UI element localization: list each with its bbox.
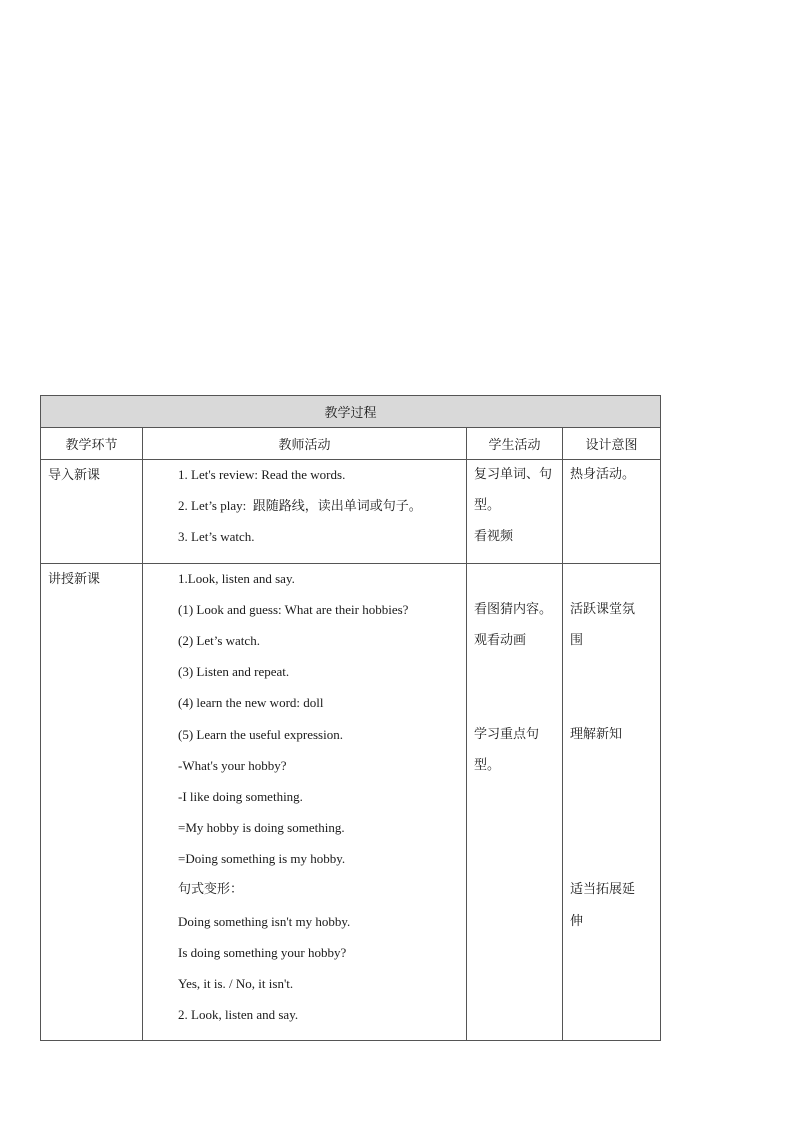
teacher-line: (4) learn the new word: doll — [178, 695, 324, 711]
spacer-line — [474, 693, 556, 724]
teacher-line: Yes, it is. / No, it isn't. — [178, 976, 294, 991]
teacher-line: (3) Listen and repeat. — [178, 664, 290, 680]
teacher-line: (5) Learn the useful expression. — [178, 726, 343, 742]
spacer-line — [570, 818, 654, 849]
teacher-line: (1) Look and guess: What are their hobbies? — [178, 601, 409, 617]
lesson-process-table — [40, 395, 661, 1041]
design-intent-cell — [563, 563, 661, 1041]
teacher-line — [178, 496, 466, 527]
table-row — [41, 563, 661, 1041]
student-line: 看视频 — [474, 529, 514, 545]
teacher-line: 1.Look, listen and say. — [178, 570, 295, 586]
design-intent-cell — [563, 460, 661, 564]
teacher-activity-cell — [143, 563, 467, 1041]
teacher-line: =My hobby is doing something. — [178, 820, 345, 836]
teacher-line-text: 2. Let’s play: — [178, 498, 247, 514]
stage-cell: 讲授新课 — [41, 563, 143, 1041]
teacher-line: =Doing something is my hobby. — [178, 851, 346, 867]
teacher-line: (2) Let’s watch. — [178, 632, 260, 648]
teacher-line-text: 跟随路线，读出单词或句子。 — [252, 499, 422, 515]
student-line: 看图猜内容。 — [474, 601, 553, 617]
table-title: 教学过程 — [41, 396, 661, 428]
design-line: 活跃课堂氛 — [570, 601, 636, 617]
spacer-line — [474, 662, 556, 693]
teacher-line: Doing something isn't my hobby. — [178, 913, 351, 929]
student-line: 复习单词、句 — [474, 467, 553, 482]
design-line: 围 — [570, 632, 584, 648]
student-line: 观看动画 — [474, 632, 527, 648]
teacher-line: 1. Let's review: Read the words. — [178, 467, 346, 482]
teacher-line: 句式变形： — [178, 882, 244, 898]
teacher-line: 3. Let’s watch. — [178, 529, 255, 545]
spacer-line — [474, 569, 556, 600]
header-stage: 教学环节 — [41, 428, 143, 460]
teacher-line: -What's your hobby? — [178, 757, 287, 773]
student-line: 学习重点句 — [474, 726, 540, 742]
table-header-row — [41, 428, 661, 460]
student-activity-cell — [467, 460, 563, 564]
design-line: 理解新知 — [570, 726, 623, 742]
teacher-line: 2. Look, listen and say. — [178, 1007, 299, 1023]
spacer-line — [570, 849, 654, 880]
teacher-line: -I like doing something. — [178, 788, 303, 804]
spacer-line — [570, 693, 654, 724]
stage-cell: 导入新课 — [41, 460, 143, 564]
teacher-activity-cell — [143, 460, 467, 564]
header-student-activity: 学生活动 — [467, 428, 563, 460]
design-line: 适当拓展延 — [570, 882, 636, 898]
teacher-line: Is doing something your hobby? — [178, 944, 347, 960]
spacer-line — [570, 787, 654, 818]
design-line: 热身活动。 — [570, 467, 636, 482]
table-title-row — [41, 396, 661, 428]
spacer-line — [570, 662, 654, 693]
design-line: 伸 — [570, 913, 584, 929]
spacer-line — [570, 569, 654, 600]
header-teacher-activity: 教师活动 — [143, 428, 467, 460]
student-activity-cell — [467, 563, 563, 1041]
spacer-line — [570, 756, 654, 787]
header-design-intent: 设计意图 — [563, 428, 661, 460]
student-line: 型。 — [474, 757, 501, 773]
table-row — [41, 460, 661, 564]
student-line: 型。 — [474, 498, 501, 514]
